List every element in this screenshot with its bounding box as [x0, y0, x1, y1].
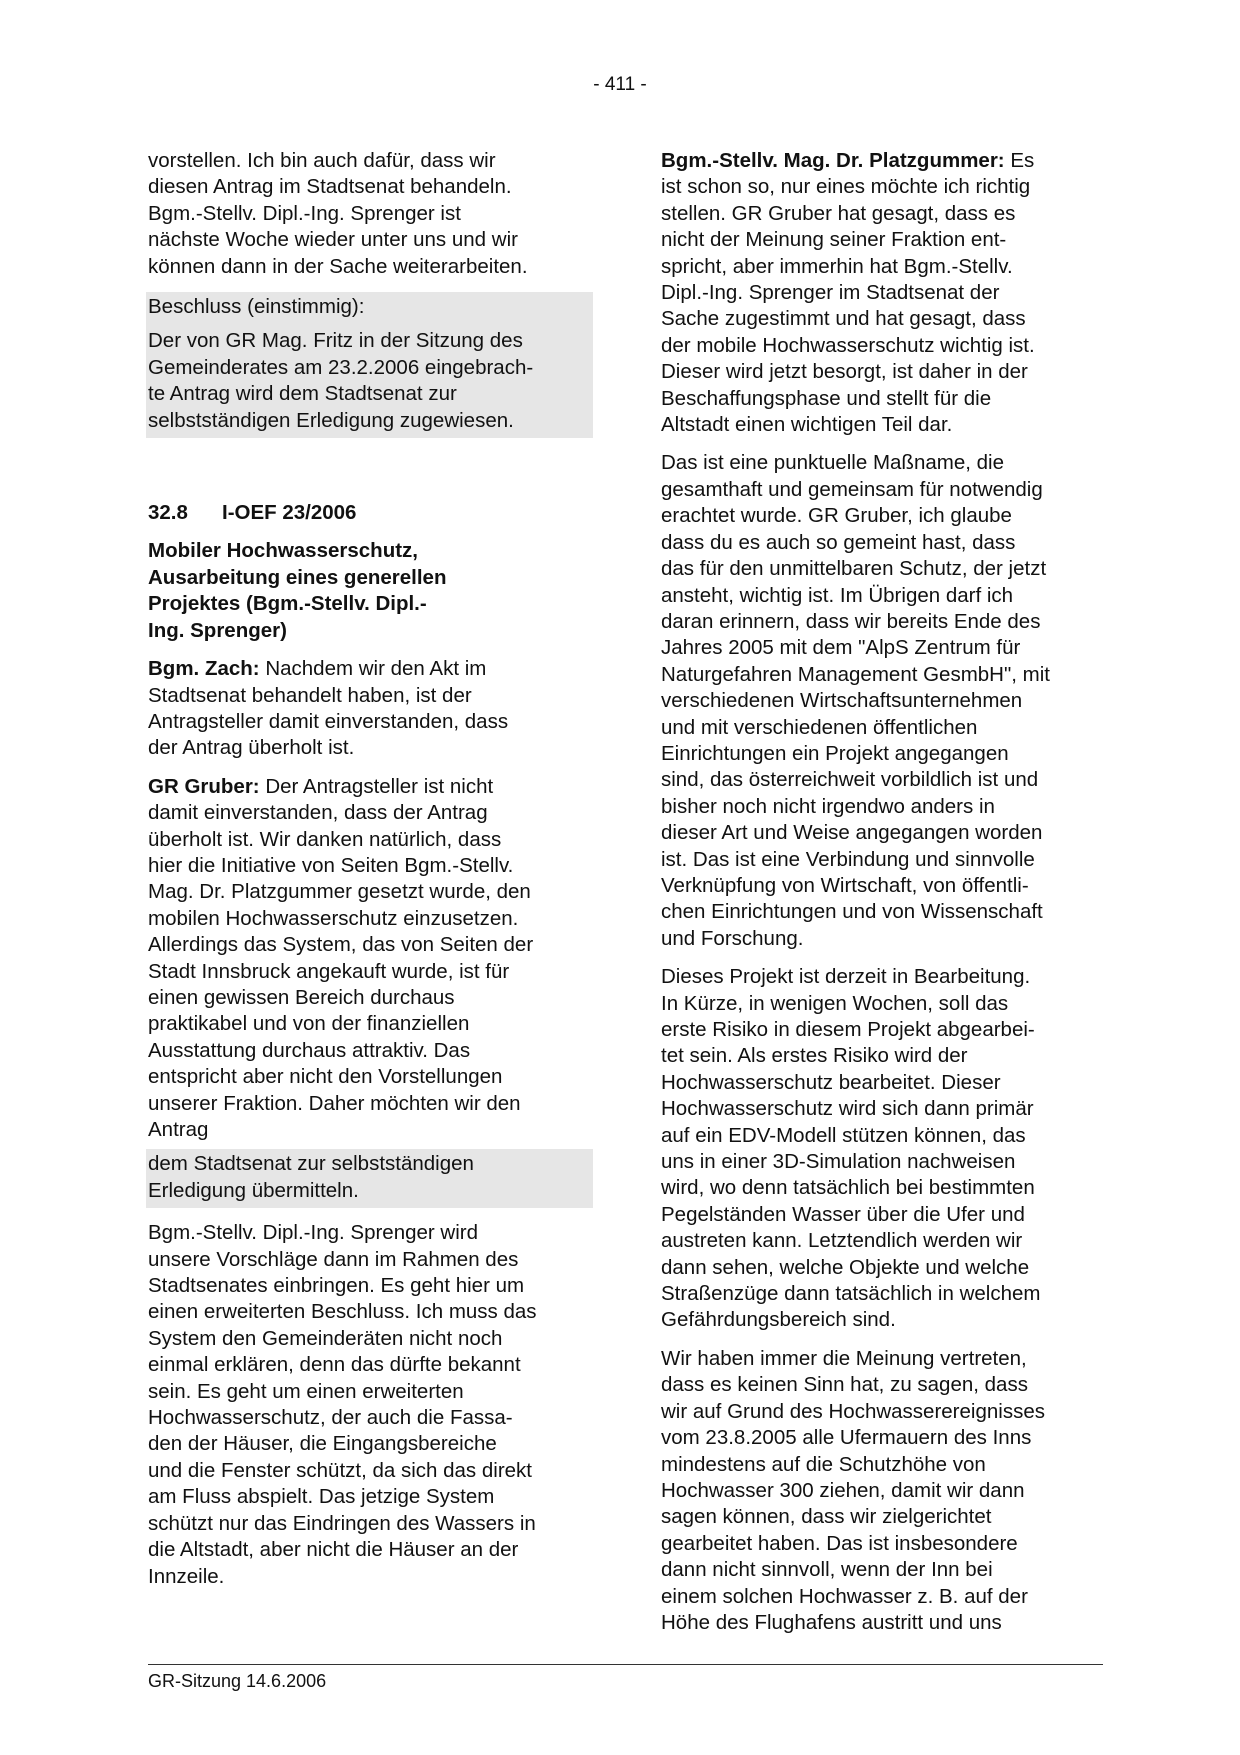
- section-heading: [148, 500, 593, 526]
- section-number: 32.8: [148, 501, 188, 525]
- paragraph: Wir haben immer die Meinung vertreten, dass es keinen Sinn hat, zu sagen, dass wir auf Grund des Hochwasserereignisses vom 23.8.2005 alle Ufermauern des Inns mindestens auf die Schutzhöhe von Hochwasser 300 ziehen, damit wir dann sagen können, dass wir zielgerichtet gearbeitet haben. Das ist insbesondere dann nicht sinnvoll, wenn der Inn bei einem solchen Hochwasser z. B. auf der Höhe des Flughafens austritt und uns: [661, 1346, 1045, 1634]
- page-number: - 411 -: [593, 74, 647, 95]
- decision-title: Beschluss (einstimmig):: [148, 295, 365, 319]
- right-column: [661, 148, 1106, 1648]
- paragraph: [148, 656, 593, 762]
- speech-text: Der Antragsteller ist nicht damit einverstanden, dass der Antrag überholt ist. Wir danken natürlich, dass hier die Initiative von Seiten Bgm.-Stellv. Mag. Dr. Platzgummer gesetzt wurde, den mobilen Hochwasserschutz einzusetzen. Allerdings das System, das von Seiten der Stadt Innsbruck angekauft wurde, ist für einen gewissen Bereich durchaus praktikabel und von der finanziellen Ausstattung durchaus attraktiv. Das entspricht aber nicht den Vorstellungen unserer Fraktion. Daher möchten wir den Antrag: [148, 774, 534, 1141]
- motion-text: dem Stadtsenat zur selbstständigen Erledigung übermitteln.: [148, 1152, 474, 1202]
- footer-text: GR-Sitzung 14.6.2006: [148, 1671, 327, 1691]
- speech-text: Es ist schon so, nur eines möchte ich richtig stellen. GR Gruber hat gesagt, dass es nicht der Meinung seiner Fraktion ent- spricht, aber immerhin hat Bgm.-Stellv. Dipl.-Ing. Sprenger im Stadtsenat der Sache zugestimmt und hat gesagt, dass der mobile Hochwasserschutz wichtig ist. Dieser wird jetzt besorgt, ist daher in der Beschaffungsphase und stellt für die Altstadt einen wichtigen Teil dar.: [661, 149, 1035, 437]
- left-column: [148, 148, 593, 1602]
- section-subject: Mobiler Hochwasserschutz, Ausarbeitung eines generellen Projektes (Bgm.-Stellv. Dipl.- Ing. Sprenger): [148, 539, 447, 642]
- paragraph: [661, 148, 1106, 438]
- speech-text: Nachdem wir den Akt im Stadtsenat behandelt haben, ist der Antragsteller damit einverstanden, dass der Antrag überholt ist.: [148, 657, 509, 760]
- paragraph: Bgm.-Stellv. Dipl.-Ing. Sprenger wird unsere Vorschläge dann im Rahmen des Stadtsenates einbringen. Es geht hier um einen erweiterten Beschluss. Ich muss das System den Gemeinderäten nicht noch einmal erklären, denn das dürfte bekannt sein. Es geht um einen erweiterten Hochwasserschutz, der auch die Fassa- den der Häuser, die Eingangsbereiche und die Fenster schützt, da sich das direkt am Fluss abspielt. Das jetzige System schützt nur das Eindringen des Wassers in die Altstadt, aber nicht die Häuser an der Innzeile.: [148, 1221, 537, 1588]
- decision-text: Der von GR Mag. Fritz in der Sitzung des Gemeinderates am 23.2.2006 eingebrach- te Antrag wird dem Stadtsenat zur selbstständigen Erledigung zugewiesen.: [148, 329, 534, 432]
- paragraph: Das ist eine punktuelle Maßname, die gesamthaft und gemeinsam für notwendig erachtet wurde. GR Gruber, ich glaube dass du es auch so gemeint hast, dass das für den unmittelbaren Schutz, der jetzt ansteht, wichtig ist. Im Übrigen darf ich daran erinnern, dass wir bereits Ende des Jahres 2005 mit dem "AlpS Zentrum für Naturgefahren Management GesmbH", mit verschiedenen Wirtschaftsunternehmen und mit verschiedenen öffentlichen Einrichtungen ein Projekt angegangen sind, das österreichweit vorbildlich ist und bisher noch nicht irgendwo anders in dieser Art und Weise angegangen worden ist. Das ist eine Verbindung und sinnvolle Verknüpfung von Wirtschaft, von öffentli- chen Einrichtungen und von Wissenschaft und Forschung.: [661, 451, 1050, 950]
- paragraph: [148, 774, 593, 1144]
- speaker-name: Bgm. Zach:: [148, 657, 260, 681]
- decision-box: [146, 292, 593, 438]
- footer-divider: [148, 1664, 1103, 1665]
- motion-box: [146, 1149, 593, 1208]
- section-code: I-OEF 23/2006: [222, 501, 357, 525]
- speaker-name: GR Gruber:: [148, 774, 260, 798]
- paragraph: vorstellen. Ich bin auch dafür, dass wir diesen Antrag im Stadtsenat behandeln. Bgm.-Stellv. Dipl.-Ing. Sprenger ist nächste Woche wieder unter uns und wir können dann in der Sache weiterarbeiten.: [148, 149, 528, 278]
- paragraph: Dieses Projekt ist derzeit in Bearbeitung. In Kürze, in wenigen Wochen, soll das erste Risiko in diesem Projekt abgearbei- tet sein. Als erstes Risiko wird der Hochwasserschutz bearbeitet. Dieser Hochwasserschutz wird sich dann primär auf ein EDV-Modell stützen können, das uns in einer 3D-Simulation nachweisen wird, wo denn tatsächlich bei bestimmten Pegelständen Wasser über die Ufer und austreten kann. Letztendlich werden wir dann sehen, welche Objekte und welche Straßenzüge dann tatsächlich in welchem Gefährdungsbereich sind.: [661, 965, 1041, 1332]
- speaker-name: Bgm.-Stellv. Mag. Dr. Platzgummer:: [661, 149, 1005, 172]
